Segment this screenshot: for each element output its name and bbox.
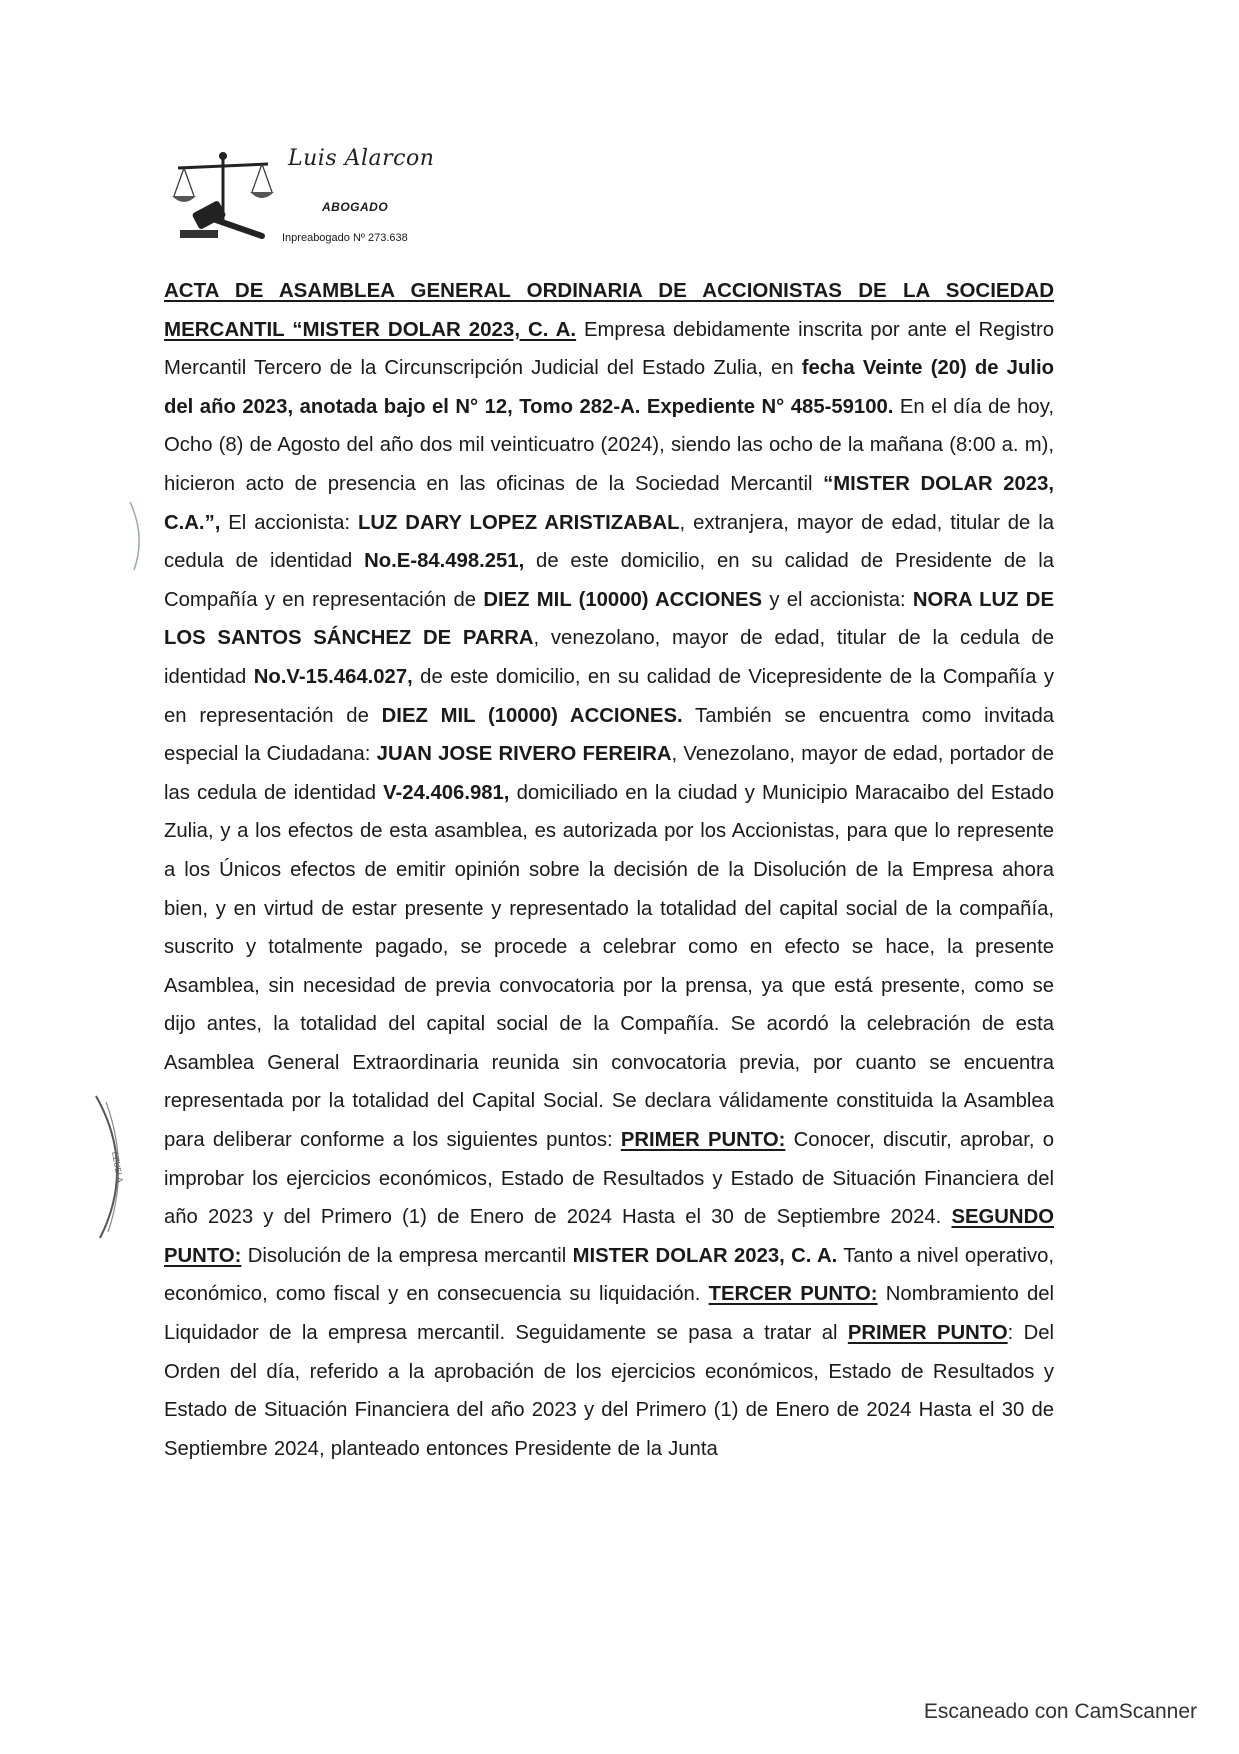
svg-text:EZUELA: EZUELA [110,1150,125,1184]
body-text: y el accionista: [762,588,913,611]
body-text: El accionista: [220,511,358,534]
seal-stamp [92,1092,136,1242]
guest-id: V-24.406.981, [383,781,510,804]
letterhead [148,138,468,258]
first-point-reference: PRIMER PUNTO [847,1322,1008,1345]
first-point-heading: PRIMER PUNTO: [620,1129,786,1152]
registry-date: fecha Veinte (20) de Julio del año 2023, anotada bajo el N° 12, Tomo 282-A. Expediente N° 485-59100. [164,357,1055,418]
body-text: Tanto a nivel operativo, económico, como fiscal y en consecuencia su liquidación. [164,1244,1054,1306]
body-text: Disolución de la empresa mercantil [241,1244,573,1267]
body-text: Nombramiento del Liquidador de la empresa mercantil. Seguidamente se pasa a tratar al [164,1283,1055,1345]
lawyer-role: ABOGADO [322,200,389,214]
shareholder-1-name: LUZ DARY LOPEZ ARISTIZABAL [357,511,680,534]
body-text: , venezolano, mayor de edad, titular de la cedula de identidad [164,627,1054,688]
body-text: domiciliado en la ciudad y Municipio Maracaibo del Estado Zulia, y a los efectos de esta asamblea, es autorizada por los Accionistas, para que lo represente a los Únicos efectos de emitir opinión sobre la decisión de la Disolución de la Empresa ahora bien, y en virtud de estar presente y representado la totalidad del capital social de la compañía, suscrito y totalmente pagado, se procede a celebrar como en efecto se hace, la presente Asamblea, sin necesidad de previa convocatoria por la prensa, ya que está presente, como se dijo antes, la totalidad del capital social de la Compañía. Se acordó la celebración de esta Asamblea General Extraordinaria reunida sin convocatoria previa, por cuanto se encuentra representada por la totalidad del Capital Social. Se declara válidamente constituida la Asamblea para deliberar conforme a los siguientes puntos: [164,781,1054,1152]
body-text: Conocer, discutir, aprobar, o improbar los ejercicios económicos, Estado de Resultados y Estado de Situación Financiera del año 2023 y del Primero (1) de Enero de 2024 Hasta el 30 de Septiembre 2024. [164,1129,1054,1229]
company-name: “MISTER DOLAR 2023, C.A.”, [164,472,1054,534]
scanner-watermark: Escaneado con CamScanner [923,1700,1197,1723]
lawyer-name-signature: Luis Alarcon [288,146,435,171]
body-text: Empresa debidamente inscrita por ante el Registro Mercantil Tercero de la Circunscripción Judicial del Estado Zulia, en [164,318,1054,380]
document-body [164,272,1054,1468]
body-text: También se encuentra como invitada especial la Ciudadana: [164,704,1054,766]
lawyer-registration: Inpreabogado Nº 273.638 [282,232,408,244]
second-point-heading: SEGUNDO PUNTO: [164,1206,1054,1267]
body-text: de este domicilio, en su calidad de Vicepresidente de la Compañía y en representación de [164,665,1054,727]
stamp-mark [128,500,150,572]
shareholder-2-id: No.V-15.464.027, [253,665,413,688]
body-text: En el día de hoy, Ocho (8) de Agosto del año dos mil veinticuatro (2024), siendo las ocho de la mañana (8:00 a. m), hicieron acto de presencia en las oficinas de la Sociedad Mercantil [164,395,1054,495]
body-text: : Del Orden del día, referido a la aprobación de los ejercicios económicos, Estado de Resultados y Estado de Situación Financiera del año 2023 y del Primero (1) de Enero de 2024 Hasta el 30 de Septiembre 2024, planteado entonces Presidente de la Junta [164,1322,1055,1460]
shareholder-2-name: NORA LUZ DE LOS SANTOS SÁNCHEZ DE PARRA [164,588,1054,650]
guest-name: JUAN JOSE RIVERO FEREIRA [376,743,672,766]
shareholder-1-id: No.E-84.498.251, [364,550,525,573]
document-title: ACTA DE ASAMBLEA GENERAL ORDINARIA DE ACCIONISTAS DE LA SOCIEDAD MERCANTIL “MISTER DOLAR 2023, C. A. [164,279,1054,341]
third-point-heading: TERCER PUNTO: [708,1283,878,1306]
company-name: MISTER DOLAR 2023, C. A. [572,1244,838,1267]
body-text: de este domicilio, en su calidad de Presidente de la Compañía y en representación de [164,550,1054,611]
shareholder-2-shares: DIEZ MIL (10000) ACCIONES. [381,704,683,727]
body-text: , Venezolano, mayor de edad, portador de las cedula de identidad [164,743,1054,804]
shareholder-1-shares: DIEZ MIL (10000) ACCIONES [483,588,763,611]
scales-of-justice-icon [170,150,276,242]
body-text: , extranjera, mayor de edad, titular de la cedula de identidad [164,511,1054,573]
